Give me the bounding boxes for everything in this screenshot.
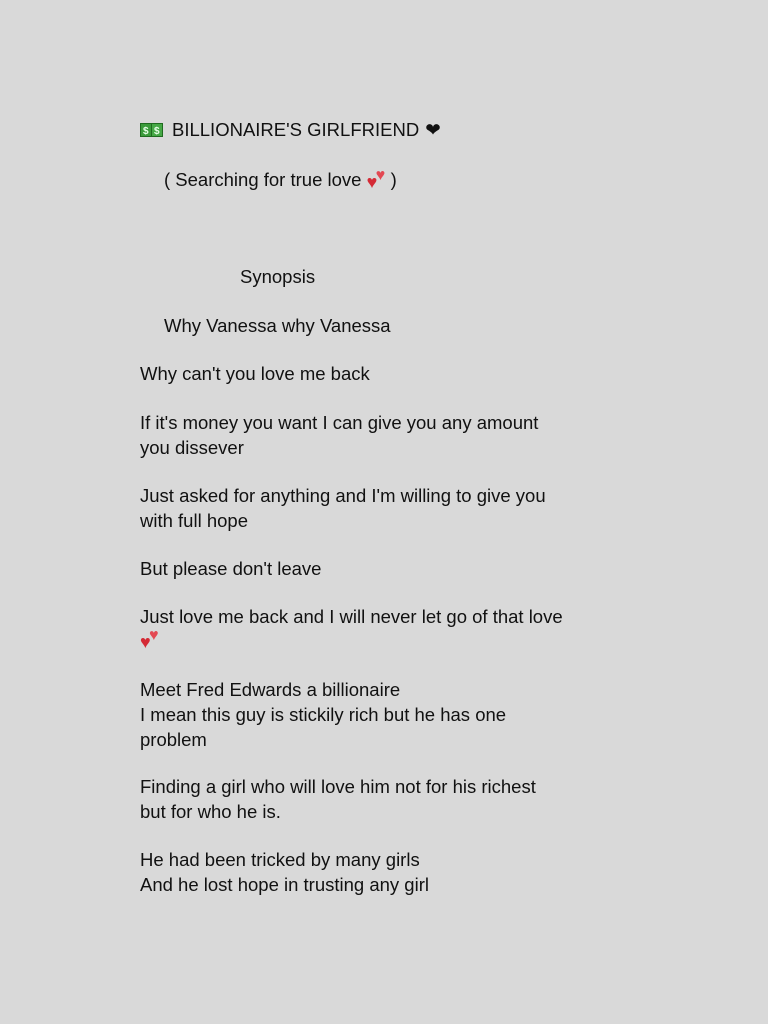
opening-line: Why Vanessa why Vanessa (164, 315, 391, 336)
paragraph-line: you dissever (140, 437, 244, 458)
document-subtitle (164, 167, 397, 192)
paragraph (140, 556, 640, 581)
two-hearts-icon: ♥ ♥ (140, 627, 159, 652)
document-title (140, 117, 441, 142)
two-hearts-icon: ♥ ♥ (366, 167, 386, 192)
money-icon (140, 123, 164, 137)
paragraph-line: And he lost hope in trusting any girl (140, 874, 429, 895)
paragraph-line: He had been tricked by many girls (140, 849, 420, 870)
paragraph-line: But please don't leave (140, 558, 322, 579)
paragraph-line: but for who he is. (140, 801, 281, 822)
paragraph (140, 604, 640, 652)
heart-icon: ❤ (425, 119, 441, 140)
paragraph (140, 847, 640, 897)
paragraph-line: Finding a girl who will love him not for his richest (140, 776, 536, 797)
paragraph (140, 677, 640, 752)
paragraph-line: with full hope (140, 510, 248, 531)
paragraph-line: Meet Fred Edwards a billionaire (140, 679, 401, 700)
paragraph-line: Just asked for anything and I'm willing to give you (140, 485, 546, 506)
paragraph (140, 774, 640, 824)
title-text: BILLIONAIRE'S GIRLFRIEND (172, 119, 420, 140)
paragraph-line: Why can't you love me back (140, 363, 370, 384)
paragraph (140, 483, 640, 533)
synopsis-heading: Synopsis (240, 266, 316, 287)
paragraph-line: I mean this guy is stickily rich but he has one (140, 704, 507, 725)
paragraph-line: Just love me back and I will never let go of that love (140, 606, 563, 627)
paragraph-line: problem (140, 729, 207, 750)
paragraph-line: If it's money you want I can give you any amount (140, 412, 539, 433)
subtitle-text: ( Searching for true love (164, 169, 362, 190)
paragraph (140, 361, 640, 386)
subtitle-close: ) (390, 169, 397, 190)
paragraph (140, 410, 640, 460)
